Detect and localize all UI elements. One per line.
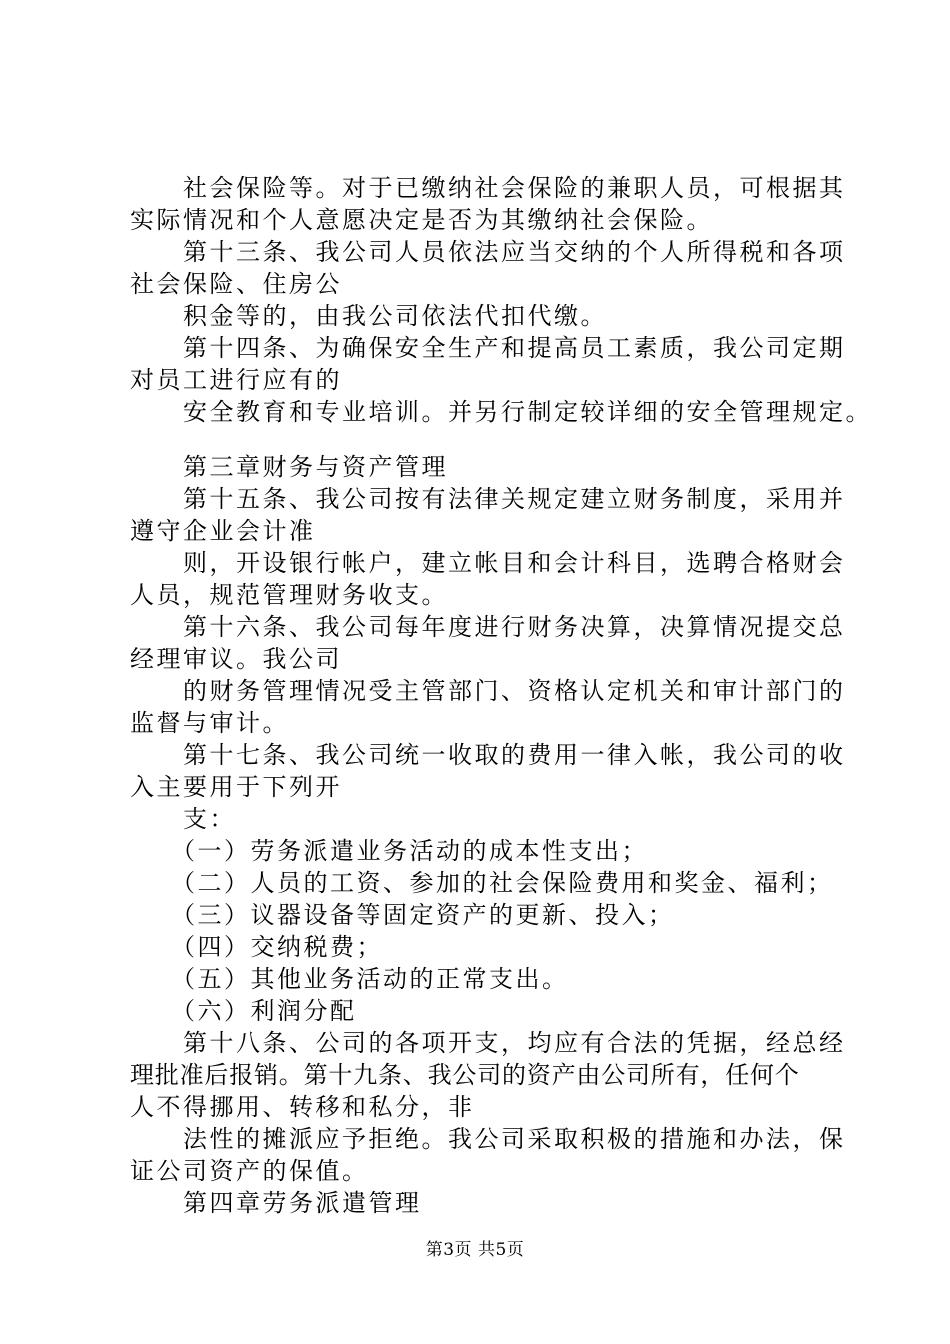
text-line: 社会保险等。对于已缴纳社会保险的兼职人员，可根据其: [183, 174, 846, 202]
text-line: 第十四条、为确保安全生产和提高员工素质，我公司定期: [183, 334, 846, 362]
text-line: 遵守企业会计准: [130, 517, 316, 545]
text-line: 积金等的，由我公司依法代扣代缴。: [183, 302, 607, 330]
list-item: （六）利润分配: [171, 997, 357, 1025]
text-line: 支：: [183, 805, 236, 833]
text-line: 实际情况和个人意愿决定是否为其缴纳社会保险。: [130, 206, 713, 234]
text-line: 社会保险、住房公: [130, 270, 342, 298]
text-line: 监督与审计。: [130, 709, 289, 737]
list-item: （四）交纳税费；: [171, 933, 383, 961]
text-line: 入主要用于下列开: [130, 773, 342, 801]
chapter-heading: 第四章劳务派遣管理: [183, 1189, 422, 1217]
text-line: 人员，规范管理财务收支。: [130, 581, 448, 609]
text-line: 第十五条、我公司按有法律关规定建立财务制度，采用并: [183, 485, 846, 513]
text-line: 人不得挪用、转移和私分，非: [130, 1093, 475, 1121]
text-line: 第十八条、公司的各项开支，均应有合法的凭据，经总经: [183, 1029, 846, 1057]
text-line: 第十三条、我公司人员依法应当交纳的个人所得税和各项: [183, 238, 846, 266]
chapter-heading: 第三章财务与资产管理: [183, 453, 448, 481]
text-line: 的财务管理情况受主管部门、资格认定机关和审计部门的: [183, 677, 846, 705]
text-line: 则，开设银行帐户，建立帐目和会计科目，选聘合格财会: [183, 549, 846, 577]
list-item: （二）人员的工资、参加的社会保险费用和奖金、福利；: [171, 869, 834, 897]
text-line: 法性的摊派应予拒绝。我公司采取积极的措施和办法，保: [183, 1125, 846, 1153]
list-item: （三）议器设备等固定资产的更新、投入；: [171, 901, 675, 929]
text-line: 理批准后报销。第十九条、我公司的资产由公司所有，任何个: [130, 1061, 800, 1089]
text-line: 安全教育和专业培训。并另行制定较详细的安全管理规定。: [183, 398, 872, 426]
text-line: 第十六条、我公司每年度进行财务决算，决算情况提交总: [183, 613, 846, 641]
text-line: 经理审议。我公司: [130, 645, 342, 673]
page-number-footer: 第3页 共5页: [425, 1240, 525, 1260]
list-item: （五）其他业务活动的正常支出。: [171, 965, 569, 993]
text-line: 对员工进行应有的: [130, 366, 342, 394]
text-line: 第十七条、我公司统一收取的费用一律入帐，我公司的收: [183, 741, 846, 769]
list-item: （一）劳务派遣业务活动的成本性支出；: [171, 837, 648, 865]
text-line: 证公司资产的保值。: [130, 1157, 369, 1185]
